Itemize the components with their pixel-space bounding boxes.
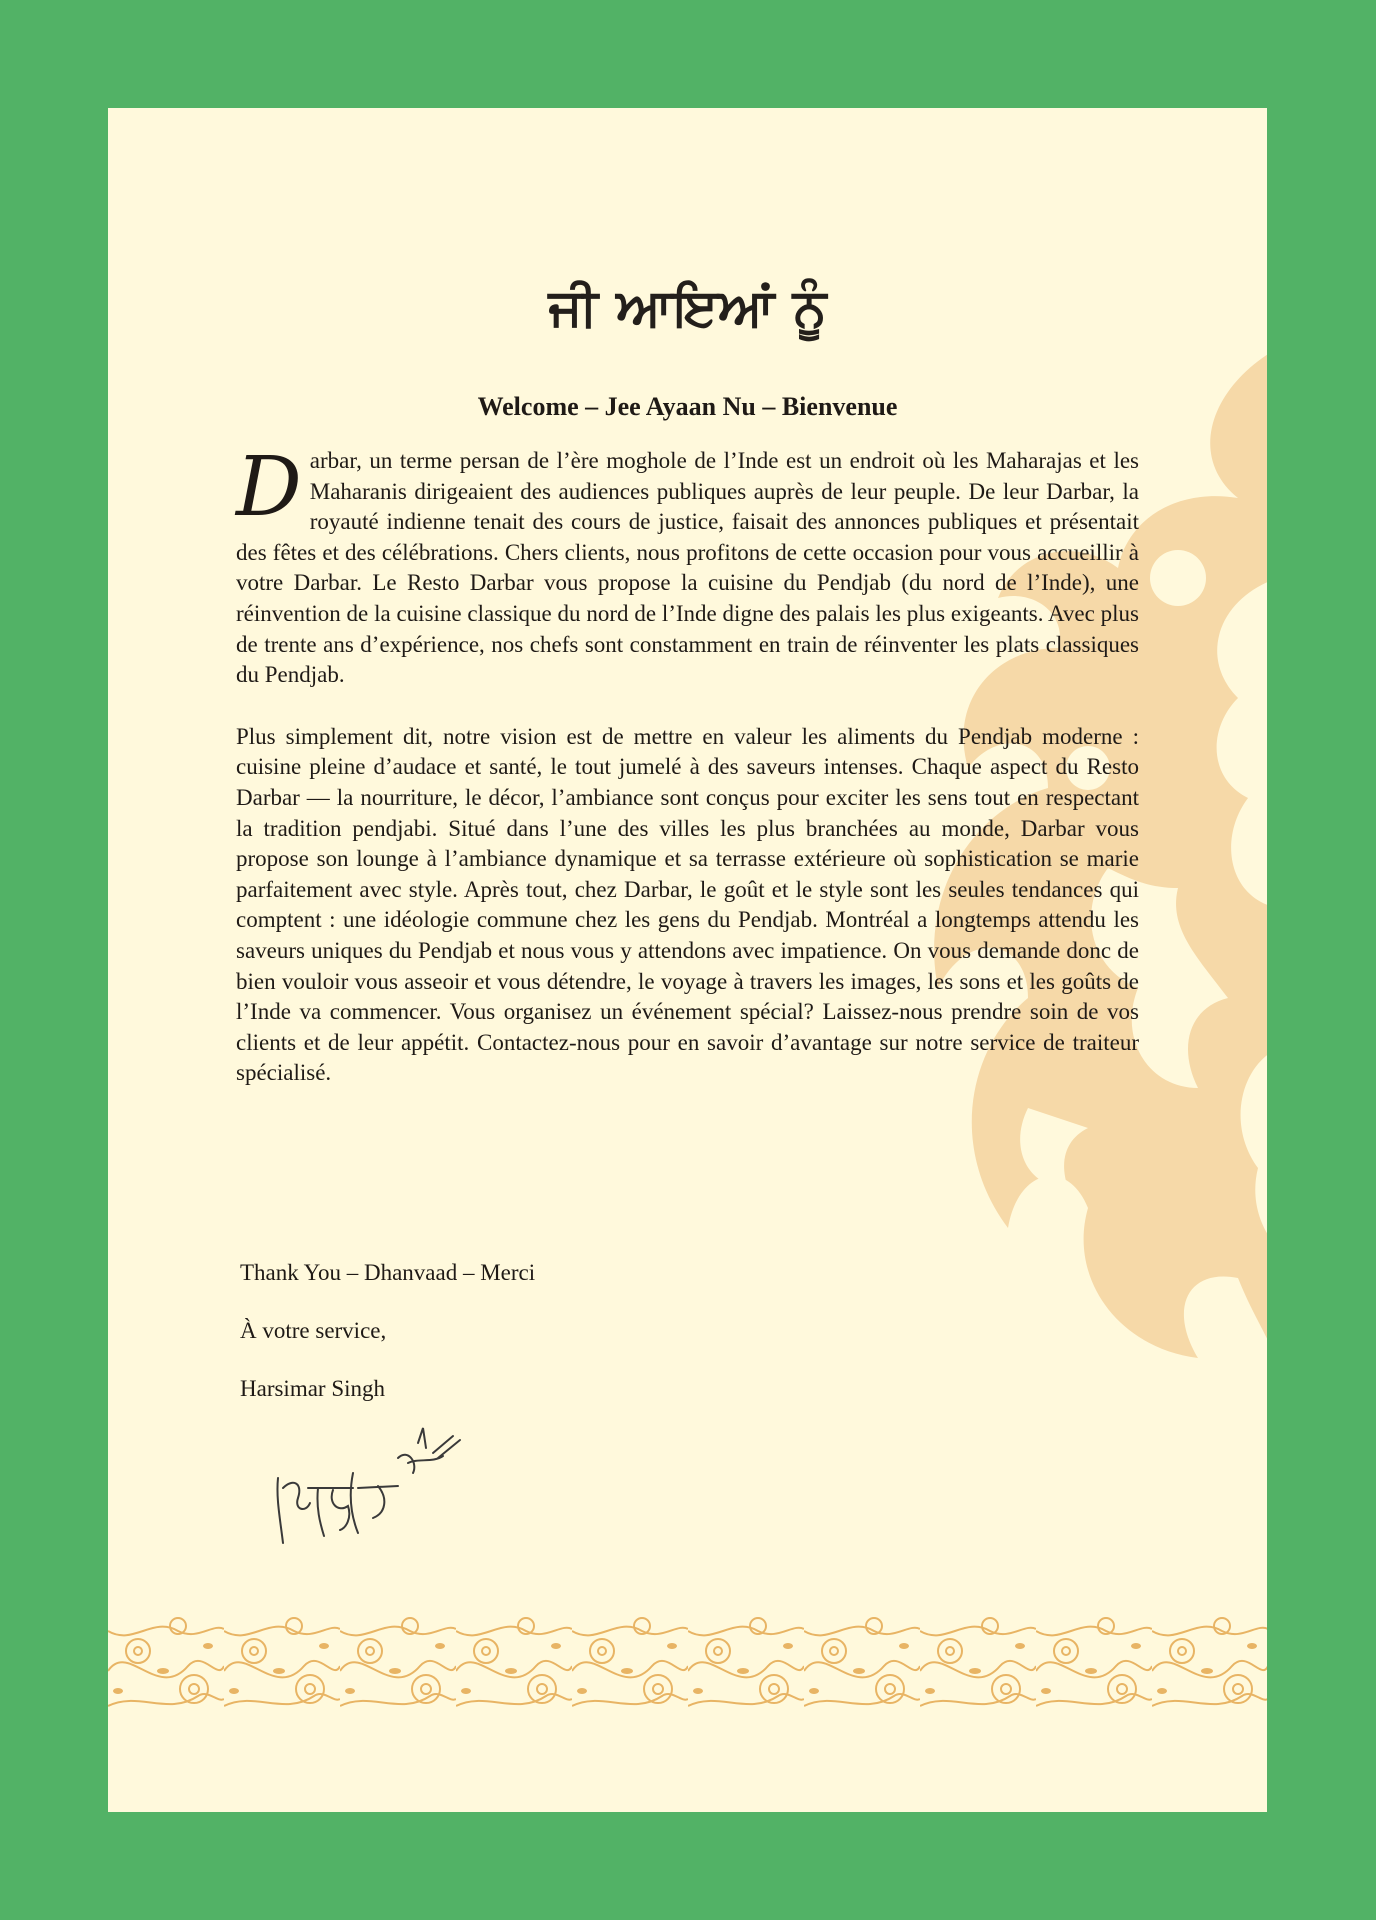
paragraph-1	[236, 440, 1139, 691]
page-title: ਜੀ ਆਇਆਂ ਨੂੰ	[548, 278, 827, 338]
floral-border-icon	[108, 1611, 1267, 1721]
thanks-line: Thank You – Dhanvaad – Merci	[240, 1260, 536, 1285]
signature-icon	[248, 1418, 478, 1548]
dropcap: D	[236, 440, 302, 535]
page-subtitle: Welcome – Jee Ayaan Nu – Bienvenue	[477, 392, 898, 421]
paragraph-1-text: arbar, un terme persan de l’ère moghole de l’Inde est un endroit où les Maharajas et les Maharanis dirigeaient des audiences publiques auprès de leur peuple. De leur Darbar, la royauté indienne tenait des cours de justice, faisait des annonces publiques et présentait des fêtes et des célébrations. Chers clients, nous profitons de cette occasion pour vous accueillir à votre Darbar. Le Resto Darbar vous propose la cuisine du Pendjab (du nord de l’Inde), une réinvention de la cuisine classique du nord de l’Inde digne des palais les plus exigeants. Avec plus de trente ans d’expérience, nos chefs sont constamment en train de réinventer les plats classiques du Pendjab.	[236, 448, 1139, 688]
paragraph-2: Plus simplement dit, notre vision est de mettre en valeur les aliments du Pendjab moderne : cuisine pleine d’audace et santé, le tout jumelé à des saveurs intenses. Chaque aspect du Resto Darbar — la nourriture, le décor, l’ambiance sont conçus pour exciter les sens tout en respectant la tradition pendjabi. Situé dans l’une des villes les plus branchées au monde, Darbar vous propose son lounge à l’ambiance dynamique et sa terrasse extérieure où sophistication se marie parfaitement avec style. Après tout, chez Darbar, le goût et le style sont les seules tendances qui comptent : une idéologie commune chez les gens du Pendjab. Montréal a longtemps attendu les saveurs uniques du Pendjab et nous vous y attendons avec impatience. On vous demande donc de bien vouloir vous asseoir et vous détendre, le voyage à travers les images, les sons et les goûts de l’Inde va commencer. Vous organisez un événement spécial? Laissez-nous prendre soin de vos clients et de leur appétit. Contactez-nous pour en savoir d’avantage sur notre service de traiteur spécialisé.	[236, 723, 1139, 1086]
menu-page	[108, 108, 1267, 1812]
welcome-text	[236, 440, 1139, 1089]
signer-name: Harsimar Singh	[240, 1376, 386, 1401]
service-line: À votre service,	[240, 1318, 387, 1343]
